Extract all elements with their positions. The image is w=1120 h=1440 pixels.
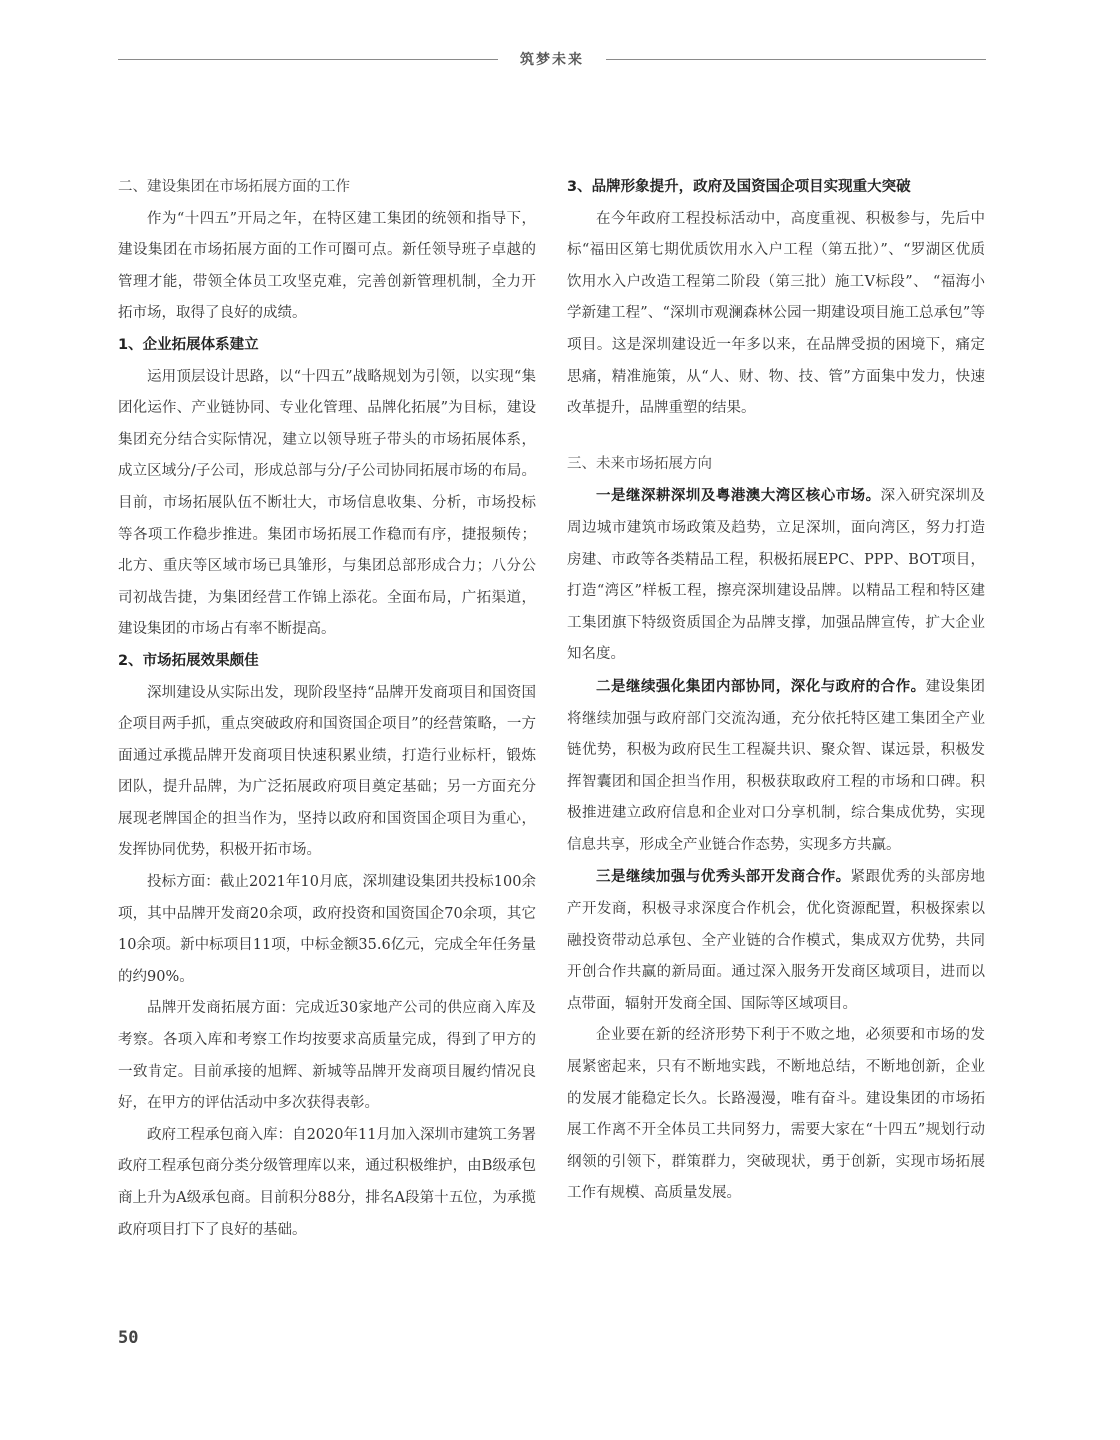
section-heading-2: 二、建设集团在市场拓展方面的工作 <box>118 179 350 195</box>
header-rule-left <box>118 59 498 60</box>
paragraph: 深圳建设从实际出发，现阶段坚持“品牌开发商项目和国资国企项目两手抓，重点突破政府和国资国企项目”的经营策略，一方面通过承揽品牌开发商项目快速积累业绩，打造行业标杆，锻炼团队，提升品牌，为广泛拓展政府项目奠定基础；另一方面充分展现老牌国企的担当作为，坚持以政府和国资国企项目为重心，发挥协同优势，积极开拓市场。 <box>118 684 536 859</box>
subheading-3: 3、品牌形象提升，政府及国资国企项目实现重大突破 <box>567 179 911 195</box>
paragraph: 投标方面：截止2021年10月底，深圳建设集团共投标100余项，其中品牌开发商20余项，政府投资和国资国企70余项，其它10余项。新中标项目11项，中标金额35.6亿元，完成全年任务量的约90%。 <box>118 874 536 985</box>
spacer <box>567 425 985 449</box>
paragraph-lead: 三是继续加强与优秀头部开发商合作。 <box>596 868 851 886</box>
paragraph-body: 深入研究深圳及周边城市建筑市场政策及趋势，立足深圳，面向湾区，努力打造房建、市政等各类精品工程，积极拓展EPC、PPP、BOT项目，打造“湾区”样板工程，擦亮深圳建设品牌。以精品工程和特区建工集团旗下特级资质国企为品牌支撑，加强品牌宣传，扩大企业知名度。 <box>567 488 986 663</box>
paragraph-lead: 一是继深耕深圳及粤港澳大湾区核心市场。 <box>596 487 881 505</box>
paragraph: 运用顶层设计思路，以“十四五”战略规划为引领，以实现“集团化运作、产业链协同、专业化管理、品牌化拓展”为目标，建设集团充分结合实际情况，建立以领导班子带头的市场拓展体系，成立区域分/子公司，形成总部与分/子公司协同拓展市场的布局。目前，市场拓展队伍不断壮大，市场信息收集、分析，市场投标等各项工作稳步推进。集团市场拓展工作稳而有序，捷报频传；北方、重庆等区域市场已具雏形，与集团总部形成合力；八分公司初战告捷，为集团经营工作锦上添花。全面布局，广拓渠道，建设集团的市场占有率不断提高。 <box>118 368 536 638</box>
header-rule-right <box>606 59 986 60</box>
paragraph: 品牌开发商拓展方面：完成近30家地产公司的供应商入库及考察。各项入库和考察工作均按要求高质量完成，得到了甲方的一致肯定。目前承接的旭辉、新城等品牌开发商项目履约情况良好，在甲方的评估活动中多次获得表彰。 <box>118 1000 536 1112</box>
paragraph-body: 建设集团将继续加强与政府部门交流沟通，充分依托特区建工集团全产业链优势，积极为政府民生工程凝共识、聚众智、谋远景，积极发挥智囊团和国企担当作用，积极获取政府工程的市场和口碑。积极推进建立政府信息和企业对口分享机制，综合集成优势，实现信息共享，形成全产业链合作态势，实现多方共赢。 <box>567 678 986 853</box>
paragraph-body: 紧跟优秀的头部房地产开发商，积极寻求深度合作机会，优化资源配置，积极探索以融投资带动总承包、全产业链的合作模式，集成双方优势，共同开创合作共赢的新局面。通过深入服务开发商区域项目，进而以点带面，辐射开发商全国、国际等区域项目。 <box>567 869 986 1012</box>
running-header <box>118 48 986 72</box>
paragraph: 在今年政府工程投标活动中，高度重视、积极参与，先后中标“福田区第七期优质饮用水入户工程（第五批）”、“罗湖区优质饮用水入户改造工程第二阶段（第三批）施工Ⅴ标段”、 “福海小学新建工程”、“深圳市观澜森林公园一期建设项目施工总承包”等项目。这是深圳建设近一年多以来，在品牌受损的困境下，痛定思痛，精准施策，从“人、财、物、技、管”方面集中发力，快速改革提升，品牌重塑的结果。 <box>567 210 985 417</box>
section-heading-3: 三、未来市场拓展方向 <box>567 455 712 472</box>
paragraph-lead: 二是继续强化集团内部协同，深化与政府的合作。 <box>596 677 926 695</box>
subheading-1: 1、企业拓展体系建立 <box>118 336 259 353</box>
subheading-2: 2、市场拓展效果颇佳 <box>118 652 259 669</box>
right-column <box>567 172 985 1210</box>
header-title: 筑梦未来 <box>520 52 584 68</box>
page-number: 50 <box>118 1328 139 1348</box>
paragraph: 政府工程承包商入库：自2020年11月加入深圳市建筑工务署政府工程承包商分类分级管理库以来，通过积极维护，由B级承包商上升为A级承包商。目前积分88分，排名A段第十五位，为承揽政府项目打下了良好的基础。 <box>118 1126 536 1238</box>
paragraph <box>567 671 985 862</box>
paragraph <box>567 480 985 671</box>
left-column <box>118 172 536 1246</box>
paragraph: 企业要在新的经济形势下利于不败之地，必须要和市场的发展紧密起来，只有不断地实践，不断地总结，不断地创新，企业的发展才能稳定长久。长路漫漫，唯有奋斗。建设集团的市场拓展工作离不开全体员工共同努力，需要大家在“十四五”规划行动纲领的引领下，群策群力，突破现状，勇于创新，实现市场拓展工作有规模、高质量发展。 <box>567 1027 985 1202</box>
paragraph: 作为“十四五”开局之年，在特区建工集团的统领和指导下，建设集团在市场拓展方面的工作可圈可点。新任领导班子卓越的管理才能，带领全体员工攻坚克难，完善创新管理机制，全力开拓市场，取得了良好的成绩。 <box>118 210 536 322</box>
paragraph <box>567 861 985 1020</box>
